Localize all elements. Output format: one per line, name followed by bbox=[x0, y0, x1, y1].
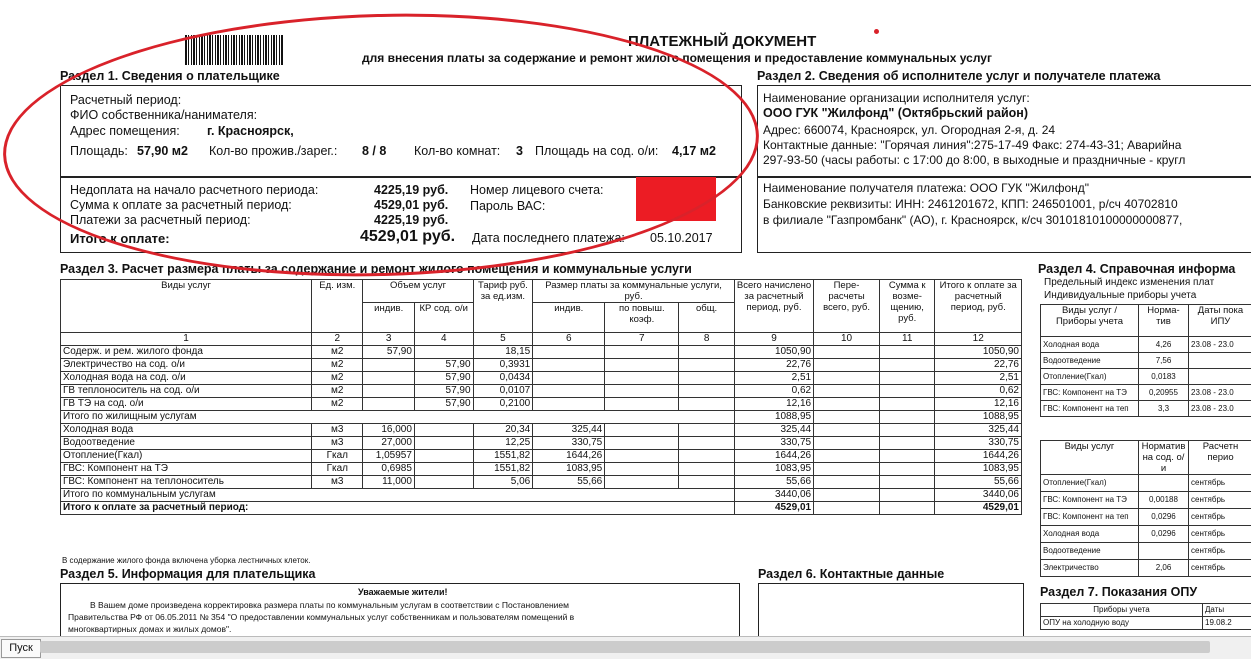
column-number: 7 bbox=[605, 333, 679, 346]
subtotal-total: 4529,01 bbox=[935, 502, 1022, 515]
cell-pp bbox=[605, 437, 679, 450]
notice-line1: В Вашем доме произведена корректировка размера платы по коммунальным услугам в соответствии с Постановлением bbox=[90, 600, 569, 610]
org-contacts: Контактные данные: "Горячая линия":275-17-49 Факс: 274-43-31; Аварийна bbox=[763, 138, 1181, 152]
cell-norm: 4,26 bbox=[1139, 337, 1189, 353]
cell-pp bbox=[605, 424, 679, 437]
notice-line2: Правительства РФ от 06.05.2011 № 354 "О предоставлении коммунальных услуг собственникам и пользователям помещений в bbox=[68, 612, 574, 622]
cell-service: Отопление(Гкал) bbox=[1041, 369, 1139, 385]
cell-t: 0,0434 bbox=[473, 372, 533, 385]
th-pay-increased: по повыш. коэф. bbox=[605, 303, 679, 333]
cell-norm: 0,0183 bbox=[1139, 369, 1189, 385]
th-norm-value: Норматив на сод. о/и bbox=[1139, 441, 1189, 475]
cell-vi bbox=[363, 385, 414, 398]
table-row bbox=[61, 372, 1022, 385]
org-label: Наименование организации исполнителя услуг: bbox=[763, 91, 1030, 105]
table-row bbox=[61, 476, 1022, 489]
cell-vi: 11,000 bbox=[363, 476, 414, 489]
horizontal-scrollbar[interactable] bbox=[40, 641, 1210, 653]
section3-footnote: В содержание жилого фонда включена уборка лестничных клеток. bbox=[62, 556, 310, 565]
table-row bbox=[61, 463, 1022, 476]
cell-r bbox=[814, 450, 880, 463]
cell-tot: 1644,26 bbox=[935, 450, 1022, 463]
cell-r bbox=[814, 385, 880, 398]
cell-service: ГВС: Компонент на теп bbox=[1041, 401, 1139, 417]
cell-pp bbox=[605, 385, 679, 398]
cell-a: 1644,26 bbox=[734, 450, 813, 463]
cell-period: сентябрь bbox=[1189, 543, 1251, 560]
total-value: 4529,01 руб. bbox=[360, 228, 455, 246]
residents-label: Кол-во прожив./зарег.: bbox=[209, 144, 337, 158]
cell-empty bbox=[814, 502, 880, 515]
cell-u: м3 bbox=[312, 476, 363, 489]
total-label: Итого к оплате: bbox=[70, 231, 170, 246]
cell-pc bbox=[679, 450, 735, 463]
common-area-value: 4,17 м2 bbox=[672, 144, 716, 158]
table-row bbox=[61, 437, 1022, 450]
cell-pi: 55,66 bbox=[533, 476, 605, 489]
cell-f bbox=[879, 385, 935, 398]
cell-norm: 7,56 bbox=[1139, 353, 1189, 369]
cell-s: Водоотведение bbox=[61, 437, 312, 450]
cell-a: 330,75 bbox=[734, 437, 813, 450]
th-service: Виды услуг bbox=[61, 280, 312, 333]
cell-empty bbox=[879, 502, 935, 515]
password-label: Пароль ВАС: bbox=[470, 199, 545, 213]
charges-table bbox=[60, 279, 1022, 515]
cell-s: Электричество на сод. о/и bbox=[61, 359, 312, 372]
cell-pi: 325,44 bbox=[533, 424, 605, 437]
cell-dates: 23.08 - 23.0 bbox=[1189, 385, 1251, 401]
subtotal-total: 1088,95 bbox=[935, 411, 1022, 424]
cell-pp bbox=[605, 359, 679, 372]
cell-vk: 57,90 bbox=[414, 385, 473, 398]
column-number: 1 bbox=[61, 333, 312, 346]
table-row bbox=[1041, 401, 1251, 417]
document-title: ПЛАТЕЖНЫЙ ДОКУМЕНТ bbox=[628, 33, 816, 50]
area-label: Площадь: bbox=[70, 144, 128, 158]
cell-s: Отопление(Гкал) bbox=[61, 450, 312, 463]
cell-u: м2 bbox=[312, 398, 363, 411]
cell-norm: 0,00188 bbox=[1139, 492, 1189, 509]
cell-service: Водоотведение bbox=[1041, 353, 1139, 369]
bank-details: Банковские реквизиты: ИНН: 2461201672, КПП: 246501001, р/сч 40702810 bbox=[763, 197, 1178, 211]
cell-pc bbox=[679, 385, 735, 398]
cell-tot: 325,44 bbox=[935, 424, 1022, 437]
cell-f bbox=[879, 463, 935, 476]
table-row bbox=[1041, 385, 1251, 401]
cell-tot: 330,75 bbox=[935, 437, 1022, 450]
column-number: 3 bbox=[363, 333, 414, 346]
cell-vk bbox=[414, 424, 473, 437]
cell-pp bbox=[605, 476, 679, 489]
cell-f bbox=[879, 476, 935, 489]
cell-a: 1083,95 bbox=[734, 463, 813, 476]
cell-norm bbox=[1139, 543, 1189, 560]
norms-table bbox=[1040, 440, 1251, 577]
cell-a: 12,16 bbox=[734, 398, 813, 411]
cell-s: ГВ ТЭ на сод. о/и bbox=[61, 398, 312, 411]
th-volume-indiv: индив. bbox=[363, 303, 414, 333]
table-row bbox=[61, 398, 1022, 411]
opu-row-meter: ОПУ на холодную воду bbox=[1041, 617, 1203, 630]
th-pay-common: общ. bbox=[679, 303, 735, 333]
cell-u: м2 bbox=[312, 385, 363, 398]
cell-u: м3 bbox=[312, 437, 363, 450]
paid-value: 4225,19 руб. bbox=[374, 213, 448, 227]
column-numbers-row bbox=[61, 333, 1022, 346]
cell-pc bbox=[679, 346, 735, 359]
org-address: Адрес: 660074, Красноярск, ул. Огородная 2-я, д. 24 bbox=[763, 123, 1055, 137]
cell-service: Отопление(Гкал) bbox=[1041, 475, 1139, 492]
cell-vi: 1,05957 bbox=[363, 450, 414, 463]
subtotal-accrued: 4529,01 bbox=[734, 502, 813, 515]
cell-vi bbox=[363, 398, 414, 411]
column-number: 9 bbox=[734, 333, 813, 346]
cell-s: ГВС: Компонент на теплоноситель bbox=[61, 476, 312, 489]
th-opu-meter: Приборы учета bbox=[1041, 604, 1203, 617]
cell-s: Холодная вода bbox=[61, 424, 312, 437]
last-payment-value: 05.10.2017 bbox=[650, 231, 713, 245]
cell-u: м2 bbox=[312, 359, 363, 372]
cell-t: 1551,82 bbox=[473, 450, 533, 463]
table-row bbox=[1041, 337, 1251, 353]
cell-t: 1551,82 bbox=[473, 463, 533, 476]
cell-r bbox=[814, 372, 880, 385]
cell-s: ГВ теплоноситель на сод. о/и bbox=[61, 385, 312, 398]
cell-vk bbox=[414, 463, 473, 476]
recipient: Наименование получателя платежа: ООО ГУК "Жилфонд" bbox=[763, 181, 1089, 195]
cell-vi: 0,6985 bbox=[363, 463, 414, 476]
table-row bbox=[1041, 509, 1251, 526]
cell-u: Гкал bbox=[312, 450, 363, 463]
cell-a: 2,51 bbox=[734, 372, 813, 385]
cell-service: Холодная вода bbox=[1041, 337, 1139, 353]
cell-service: ГВС: Компонент на ТЭ bbox=[1041, 385, 1139, 401]
section2-divider bbox=[758, 176, 1251, 178]
th-norm-period: Расчетн перио bbox=[1189, 441, 1251, 475]
start-button[interactable]: Пуск bbox=[1, 639, 41, 658]
cell-empty bbox=[879, 489, 935, 502]
th-meter-norm: Норма-тив bbox=[1139, 305, 1189, 337]
cell-t: 0,2100 bbox=[473, 398, 533, 411]
org-hours: 297-93-50 (часы работы: с 17:00 до 8:00, в выходные и праздничные - кругл bbox=[763, 153, 1185, 167]
cell-norm: 2,06 bbox=[1139, 560, 1189, 577]
cell-service: Холодная вода bbox=[1041, 526, 1139, 543]
th-volume-common: КР сод. о/и bbox=[414, 303, 473, 333]
cell-r bbox=[814, 346, 880, 359]
cell-vk bbox=[414, 476, 473, 489]
cell-period: сентябрь bbox=[1189, 526, 1251, 543]
opu-row-date: 19.08.2 bbox=[1203, 617, 1251, 630]
cell-norm bbox=[1139, 475, 1189, 492]
cell-u: м2 bbox=[312, 346, 363, 359]
residents-value: 8 / 8 bbox=[362, 144, 386, 158]
subtotal-row bbox=[61, 502, 1022, 515]
taskbar bbox=[0, 636, 1251, 659]
paid-label: Платежи за расчетный период: bbox=[70, 213, 251, 227]
cell-pc bbox=[679, 476, 735, 489]
cell-t: 20,34 bbox=[473, 424, 533, 437]
table-row bbox=[61, 424, 1022, 437]
section4-heading: Раздел 4. Справочная информа bbox=[1038, 262, 1235, 276]
table-row bbox=[1041, 526, 1251, 543]
meters-table bbox=[1040, 304, 1251, 417]
subtotal-label: Итого по жилищным услугам bbox=[61, 411, 735, 424]
last-payment-label: Дата последнего платежа: bbox=[472, 231, 625, 245]
cell-vk: 57,90 bbox=[414, 359, 473, 372]
cell-pi: 1083,95 bbox=[533, 463, 605, 476]
cell-r bbox=[814, 463, 880, 476]
opu-table bbox=[1040, 603, 1251, 630]
cell-tot: 1050,90 bbox=[935, 346, 1022, 359]
cell-service: ГВС: Компонент на ТЭ bbox=[1041, 492, 1139, 509]
cell-vi: 16,000 bbox=[363, 424, 414, 437]
section2-heading: Раздел 2. Сведения об исполнителе услуг и получателе платежа bbox=[757, 69, 1160, 83]
th-recalc: Пере-расчеты всего, руб. bbox=[814, 280, 880, 333]
subtotal-row bbox=[61, 489, 1022, 502]
common-area-label: Площадь на сод. о/и: bbox=[535, 144, 658, 158]
th-tariff: Тариф руб. за ед.изм. bbox=[473, 280, 533, 333]
cell-f bbox=[879, 372, 935, 385]
cell-t: 0,0107 bbox=[473, 385, 533, 398]
section4-line1: Предельный индекс изменения плат bbox=[1044, 277, 1214, 288]
cell-empty bbox=[814, 411, 880, 424]
subtotal-label: Итого по коммунальным услугам bbox=[61, 489, 735, 502]
cell-u: м2 bbox=[312, 372, 363, 385]
cell-empty bbox=[879, 411, 935, 424]
cell-a: 22,76 bbox=[734, 359, 813, 372]
cell-pp bbox=[605, 372, 679, 385]
address-label: Адрес помещения: bbox=[70, 124, 180, 138]
due-value: 4529,01 руб. bbox=[374, 198, 448, 212]
cell-t: 0,3931 bbox=[473, 359, 533, 372]
table-row bbox=[1041, 353, 1251, 369]
cell-vi: 27,000 bbox=[363, 437, 414, 450]
subtotal-accrued: 1088,95 bbox=[734, 411, 813, 424]
cell-pc bbox=[679, 372, 735, 385]
cell-tot: 12,16 bbox=[935, 398, 1022, 411]
cell-dates bbox=[1189, 353, 1251, 369]
org-name: ООО ГУК "Жилфонд" (Октябрьский район) bbox=[763, 106, 1028, 120]
cell-vk bbox=[414, 450, 473, 463]
cell-pc bbox=[679, 359, 735, 372]
cell-norm: 0,0296 bbox=[1139, 509, 1189, 526]
rooms-value: 3 bbox=[516, 144, 523, 158]
cell-a: 55,66 bbox=[734, 476, 813, 489]
th-total: Итого к оплате за расчетный период, руб. bbox=[935, 280, 1022, 333]
cell-s: Содерж. и рем. жилого фонда bbox=[61, 346, 312, 359]
debt-label: Недоплата на начало расчетного периода: bbox=[70, 183, 318, 197]
area-value: 57,90 м2 bbox=[137, 144, 188, 158]
cell-r bbox=[814, 437, 880, 450]
section1-heading: Раздел 1. Сведения о плательщике bbox=[60, 69, 280, 83]
column-number: 4 bbox=[414, 333, 473, 346]
cell-vi: 57,90 bbox=[363, 346, 414, 359]
bank-details-2: в филиале "Газпромбанк" (АО), г. Красноярск, к/сч 30101810100000000877, bbox=[763, 213, 1182, 227]
cell-pc bbox=[679, 424, 735, 437]
table-row bbox=[61, 385, 1022, 398]
cell-service: Водоотведение bbox=[1041, 543, 1139, 560]
cell-r bbox=[814, 359, 880, 372]
period-label: Расчетный период: bbox=[70, 93, 181, 107]
table-row bbox=[1041, 543, 1251, 560]
cell-f bbox=[879, 450, 935, 463]
cell-pi bbox=[533, 398, 605, 411]
th-refund: Сумма к возме-щению, руб. bbox=[879, 280, 935, 333]
cell-pi bbox=[533, 385, 605, 398]
cell-period: сентябрь bbox=[1189, 475, 1251, 492]
cell-a: 325,44 bbox=[734, 424, 813, 437]
cell-a: 1050,90 bbox=[734, 346, 813, 359]
section7-heading: Раздел 7. Показания ОПУ bbox=[1040, 585, 1197, 599]
th-volume: Объем услуг bbox=[363, 280, 473, 303]
cell-vk bbox=[414, 346, 473, 359]
table-row bbox=[1041, 369, 1251, 385]
cell-pi bbox=[533, 359, 605, 372]
cell-pp bbox=[605, 398, 679, 411]
table-row bbox=[61, 359, 1022, 372]
cell-s: ГВС: Компонент на ТЭ bbox=[61, 463, 312, 476]
cell-tot: 22,76 bbox=[935, 359, 1022, 372]
column-number: 5 bbox=[473, 333, 533, 346]
cell-norm: 3,3 bbox=[1139, 401, 1189, 417]
table-row bbox=[1041, 475, 1251, 492]
column-number: 11 bbox=[879, 333, 935, 346]
cell-service: Электричество bbox=[1041, 560, 1139, 577]
section5-heading: Раздел 5. Информация для плательщика bbox=[60, 567, 316, 581]
cell-pp bbox=[605, 463, 679, 476]
th-payment: Размер платы за коммунальные услуги, руб. bbox=[533, 280, 735, 303]
cell-vk: 57,90 bbox=[414, 398, 473, 411]
subtotal-total: 3440,06 bbox=[935, 489, 1022, 502]
cell-pc bbox=[679, 463, 735, 476]
cell-pc bbox=[679, 398, 735, 411]
cell-f bbox=[879, 346, 935, 359]
cell-tot: 1083,95 bbox=[935, 463, 1022, 476]
cell-t: 12,25 bbox=[473, 437, 533, 450]
column-number: 10 bbox=[814, 333, 880, 346]
table-row bbox=[1041, 492, 1251, 509]
cell-pi: 330,75 bbox=[533, 437, 605, 450]
cell-pi bbox=[533, 372, 605, 385]
th-pay-indiv: индив. bbox=[533, 303, 605, 333]
cell-u: м3 bbox=[312, 424, 363, 437]
cell-r bbox=[814, 424, 880, 437]
th-accrued: Всего начислено за расчетный период, руб. bbox=[734, 280, 813, 333]
table-row bbox=[61, 346, 1022, 359]
cell-u: Гкал bbox=[312, 463, 363, 476]
address-city: г. Красноярск, bbox=[207, 124, 294, 138]
cell-period: сентябрь bbox=[1189, 492, 1251, 509]
cell-dates: 23.08 - 23.0 bbox=[1189, 401, 1251, 417]
th-opu-dates: Даты bbox=[1203, 604, 1251, 617]
document-subtitle: для внесения платы за содержание и ремонт жилого помещения и предоставление коммунальных услуг bbox=[362, 51, 992, 65]
cell-s: Холодная вода на сод. о/и bbox=[61, 372, 312, 385]
cell-service: ГВС: Компонент на теп bbox=[1041, 509, 1139, 526]
cell-f bbox=[879, 437, 935, 450]
owner-label: ФИО собственника/нанимателя: bbox=[70, 108, 257, 122]
th-meter-dates: Даты пока ИПУ bbox=[1189, 305, 1251, 337]
section4-line2: Индивидуальные приборы учета bbox=[1044, 290, 1196, 301]
cell-vk: 57,90 bbox=[414, 372, 473, 385]
red-dot bbox=[874, 29, 879, 34]
cell-period: сентябрь bbox=[1189, 560, 1251, 577]
column-number: 2 bbox=[312, 333, 363, 346]
cell-vk bbox=[414, 437, 473, 450]
subtotal-label: Итого к оплате за расчетный период: bbox=[61, 502, 735, 515]
account-label: Номер лицевого счета: bbox=[470, 183, 604, 197]
rooms-label: Кол-во комнат: bbox=[414, 144, 500, 158]
cell-vi bbox=[363, 359, 414, 372]
cell-dates: 23.08 - 23.0 bbox=[1189, 337, 1251, 353]
cell-t: 18,15 bbox=[473, 346, 533, 359]
cell-norm: 0,20955 bbox=[1139, 385, 1189, 401]
cell-r bbox=[814, 398, 880, 411]
th-meter-service: Виды услуг / Приборы учета bbox=[1041, 305, 1139, 337]
cell-a: 0,62 bbox=[734, 385, 813, 398]
section6-box bbox=[758, 583, 1024, 643]
cell-pp bbox=[605, 450, 679, 463]
section3-heading: Раздел 3. Расчет размера платы за содержание и ремонт жилого помещения и коммунальные услуги bbox=[60, 262, 692, 276]
subtotal-accrued: 3440,06 bbox=[734, 489, 813, 502]
debt-value: 4225,19 руб. bbox=[374, 183, 448, 197]
cell-vi bbox=[363, 372, 414, 385]
cell-tot: 0,62 bbox=[935, 385, 1022, 398]
cell-r bbox=[814, 476, 880, 489]
due-label: Сумма к оплате за расчетный период: bbox=[70, 198, 292, 212]
cell-pc bbox=[679, 437, 735, 450]
notice-line3: многоквартирных домах и жилых домов". bbox=[68, 624, 231, 634]
notice-greeting: Уважаемые жители! bbox=[358, 587, 447, 597]
cell-pp bbox=[605, 346, 679, 359]
cell-pi bbox=[533, 346, 605, 359]
table-row bbox=[61, 450, 1022, 463]
cell-pi: 1644,26 bbox=[533, 450, 605, 463]
th-norm-service: Виды услуг bbox=[1041, 441, 1139, 475]
cell-f bbox=[879, 359, 935, 372]
cell-f bbox=[879, 398, 935, 411]
section6-heading: Раздел 6. Контактные данные bbox=[758, 567, 944, 581]
th-unit: Ед. изм. bbox=[312, 280, 363, 333]
cell-empty bbox=[814, 489, 880, 502]
column-number: 6 bbox=[533, 333, 605, 346]
cell-norm: 0,0296 bbox=[1139, 526, 1189, 543]
column-number: 12 bbox=[935, 333, 1022, 346]
table-row bbox=[1041, 560, 1251, 577]
cell-tot: 2,51 bbox=[935, 372, 1022, 385]
cell-tot: 55,66 bbox=[935, 476, 1022, 489]
column-number: 8 bbox=[679, 333, 735, 346]
cell-dates bbox=[1189, 369, 1251, 385]
subtotal-row bbox=[61, 411, 1022, 424]
cell-t: 5,06 bbox=[473, 476, 533, 489]
cell-f bbox=[879, 424, 935, 437]
cell-period: сентябрь bbox=[1189, 509, 1251, 526]
